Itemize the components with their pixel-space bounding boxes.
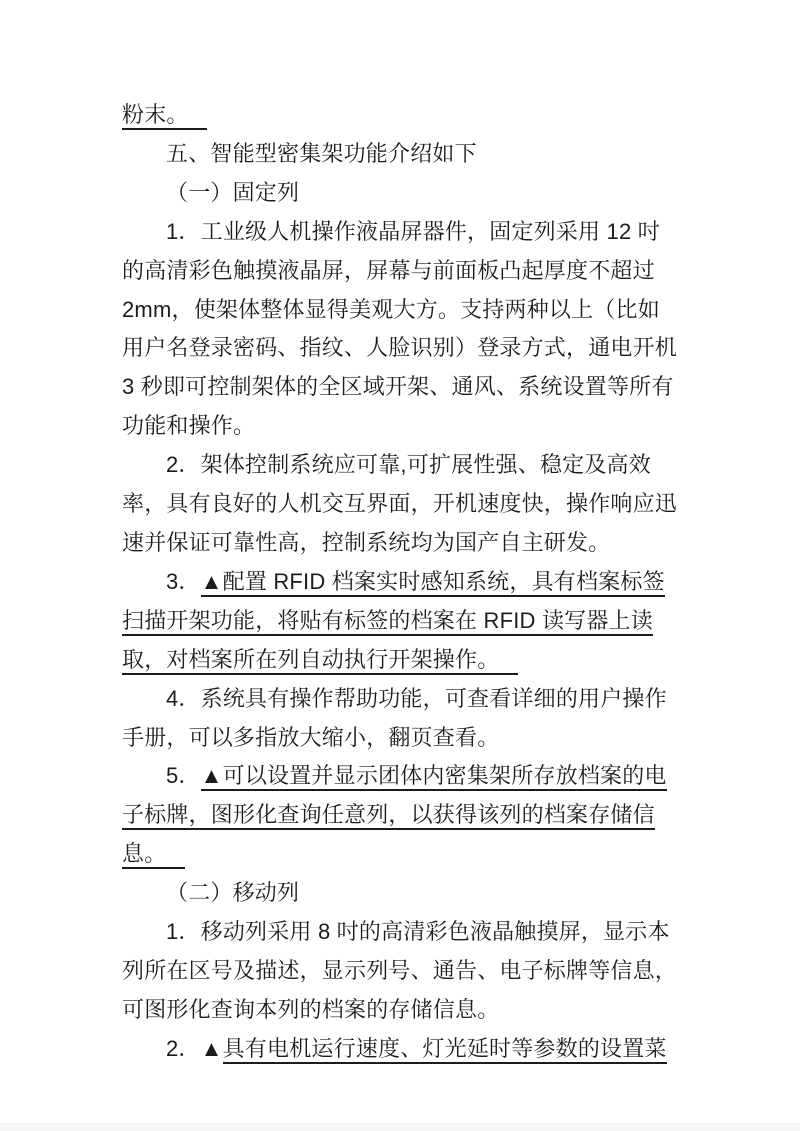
paragraph bbox=[122, 1030, 678, 1069]
text-run: 五、智能型密集架功能介绍如下 bbox=[166, 140, 477, 166]
underlined-text-run: ▲可以设置并显示团体内密集架所存放档案的电子标牌，图形化查询任意列，以获得该列的档案存储信息。 bbox=[122, 763, 667, 869]
paragraph bbox=[122, 563, 678, 680]
paragraph bbox=[122, 96, 678, 135]
paragraph bbox=[122, 680, 678, 758]
text-run: 1．移动列采用 8 吋的高清彩色液晶触摸屏，显示本列所在区号及描述，显示列号、通告、电子标牌等信息，可图形化查询本列的档案的存储信息。 bbox=[122, 919, 678, 1022]
text-run: （二）移动列 bbox=[166, 880, 300, 906]
text-run: 5． bbox=[166, 763, 201, 789]
text-run: 3． bbox=[166, 568, 201, 594]
paragraph bbox=[122, 874, 678, 913]
paragraph bbox=[122, 446, 678, 563]
paragraph bbox=[122, 174, 678, 213]
paragraph bbox=[122, 213, 678, 446]
underlined-text-run: 粉末。 bbox=[122, 102, 207, 130]
text-run: 1．工业级人机操作液晶屏器件，固定列采用 12 吋的高清彩色触摸液晶屏，屏幕与前面板凸起厚度不超过 2mm，使架体整体显得美观大方。支持两种以上（比如用户名登录密码、指纹、人脸识别）登录方式，通电开机 3 秒即可控制架体的全区域开架、通风、系统设置等所有功能和操作。 bbox=[122, 218, 678, 439]
text-run: 2．架体控制系统应可靠,可扩展性强、稳定及高效率，具有良好的人机交互界面，开机速度快，操作响应迅速并保证可靠性高，控制系统均为国产自主研发。 bbox=[122, 452, 678, 555]
text-run: （一）固定列 bbox=[166, 179, 300, 205]
page-bottom-edge bbox=[0, 1123, 800, 1131]
paragraph bbox=[122, 135, 678, 174]
underlined-text-run: 具有电机运行速度、灯光延时等参数的设置菜 bbox=[223, 1036, 667, 1064]
document-body bbox=[122, 96, 678, 1069]
underlined-text-run: ▲配置 RFID 档案实时感知系统，具有档案标签扫描开架功能，将贴有标签的档案在 RFID 读写器上读取，对档案所在列自动执行开架操作。 bbox=[122, 569, 665, 675]
paragraph bbox=[122, 913, 678, 1030]
text-run: 4．系统具有操作帮助功能，可查看详细的用户操作手册，可以多指放大缩小，翻页查看。 bbox=[122, 685, 667, 750]
paragraph bbox=[122, 757, 678, 874]
text-run: 2．▲ bbox=[166, 1035, 223, 1061]
